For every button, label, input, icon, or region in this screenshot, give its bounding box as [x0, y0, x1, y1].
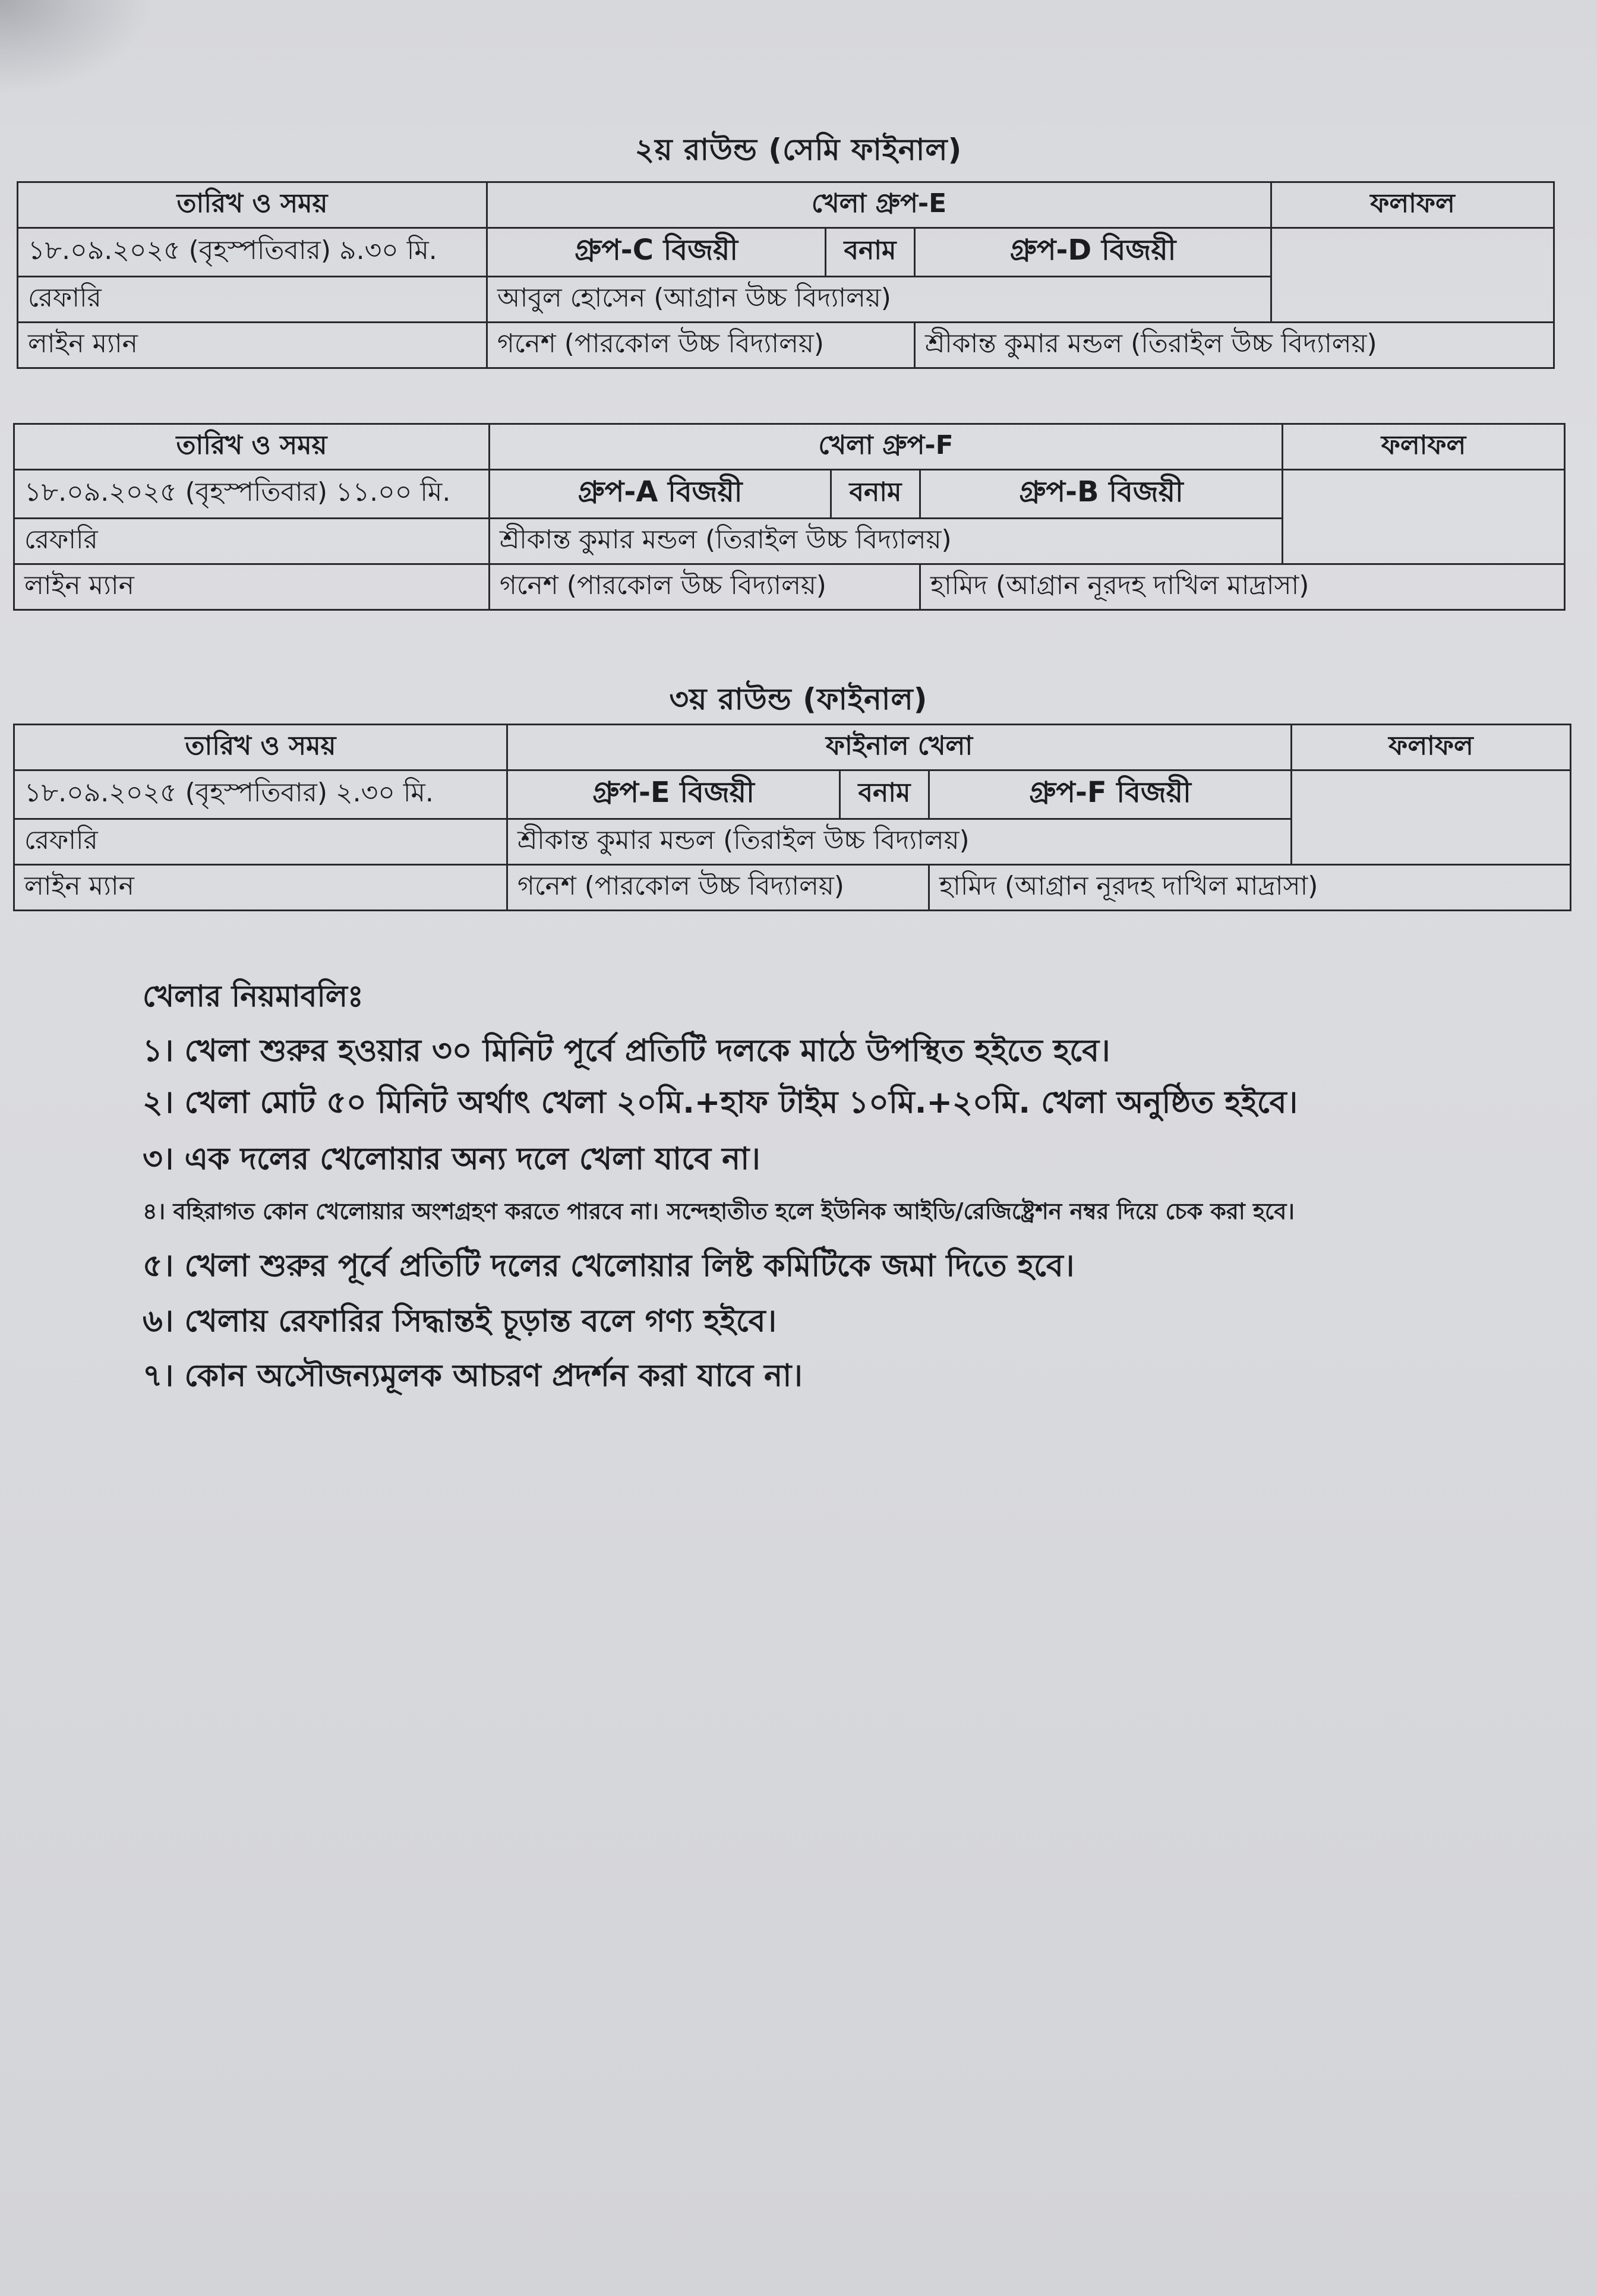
result-header: ফলাফল	[1292, 725, 1571, 770]
rule-item: ৬। খেলায় রেফারির সিদ্ধান্তই চূড়ান্ত বলে গণ্য হইবে।	[143, 1303, 777, 1339]
lineman-2: হামিদ (আগ্রান নূরদহ দাখিল মাদ্রাসা)	[929, 865, 1571, 911]
referee-name: শ্রীকান্ত কুমার মন্ডল (তিরাইল উচ্চ বিদ্যালয়)	[490, 519, 1283, 564]
lineman-label: লাইন ম্যান	[14, 865, 507, 911]
rule-item: ১। খেলা শুরুর হওয়ার ৩০ মিনিট পূর্বে প্রতিটি দলকে মাঠে উপস্থিত হইতে হবে।	[143, 1033, 1110, 1069]
referee-name: আবুল হোসেন (আগ্রান উচ্চ বিদ্যালয়)	[487, 277, 1271, 323]
lineman-row	[14, 564, 1565, 610]
rule-item: ৩। এক দলের খেলোয়ার অন্য দলে খেলা যাবে না।	[143, 1141, 760, 1177]
lineman-row	[14, 865, 1571, 911]
versus-label: বনাম	[840, 770, 929, 819]
semifinal-match-2-table	[13, 423, 1566, 611]
referee-label: রেফারি	[14, 519, 490, 564]
result-header: ফলাফল	[1271, 182, 1554, 228]
team-2: গ্রুপ-D বিজয়ী	[915, 228, 1271, 277]
match-row	[18, 228, 1554, 277]
result-cell	[1283, 470, 1565, 564]
rule-item: ৫। খেলা শুরুর পূর্বে প্রতিটি দলের খেলোয়ার লিষ্ট কমিটিকে জমা দিতে হবে।	[143, 1248, 1075, 1284]
lineman-2: হামিদ (আগ্রান নূরদহ দাখিল মাদ্রাসা)	[920, 564, 1565, 610]
rule-item: ২। খেলা মোট ৫০ মিনিট অর্থাৎ খেলা ২০মি.+হাফ টাইম ১০মি.+২০মি. খেলা অনুষ্ঠিত হইবে।	[143, 1085, 1298, 1120]
team-2: গ্রুপ-B বিজয়ী	[920, 470, 1283, 519]
match-date-time: ১৮.০৯.২০২৫ (বৃহস্পতিবার) ৯.৩০ মি.	[18, 228, 487, 277]
semifinal-match-1-table	[17, 181, 1555, 369]
team-1: গ্রুপ-E বিজয়ী	[507, 770, 840, 819]
date-time-header: তারিখ ও সময়	[14, 424, 490, 470]
table-header-row	[14, 725, 1571, 770]
table-header-row	[18, 182, 1554, 228]
versus-label: বনাম	[826, 228, 915, 277]
table-header-row	[14, 424, 1565, 470]
team-1: গ্রুপ-C বিজয়ী	[487, 228, 826, 277]
match-row	[14, 770, 1571, 819]
game-header: খেলা গ্রুপ-E	[487, 182, 1271, 228]
lineman-label: লাইন ম্যান	[18, 323, 487, 368]
lineman-label: লাইন ম্যান	[14, 564, 490, 610]
referee-label: রেফারি	[18, 277, 487, 323]
result-cell	[1271, 228, 1554, 323]
game-header: খেলা গ্রুপ-F	[490, 424, 1283, 470]
rule-item: ৪। বহিরাগত কোন খেলোয়ার অংশগ্রহণ করতে পারবে না। সন্দেহাতীত হলে ইউনিক আইডি/রেজিষ্ট্রেশন নম্বর দিয়ে চেক করা হবে।	[143, 1198, 1295, 1224]
lineman-1: গনেশ (পারকোল উচ্চ বিদ্যালয়)	[490, 564, 920, 610]
round3-title: ৩য় রাউন্ড (ফাইনাল)	[669, 682, 928, 716]
referee-label: রেফারি	[14, 819, 507, 865]
referee-name: শ্রীকান্ত কুমার মন্ডল (তিরাইল উচ্চ বিদ্যালয়)	[507, 819, 1292, 865]
match-date-time: ১৮.০৯.২০২৫ (বৃহস্পতিবার) ১১.০০ মি.	[14, 470, 490, 519]
team-1: গ্রুপ-A বিজয়ী	[490, 470, 831, 519]
match-date-time: ১৮.০৯.২০২৫ (বৃহস্পতিবার) ২.৩০ মি.	[14, 770, 507, 819]
lineman-1: গনেশ (পারকোল উচ্চ বিদ্যালয়)	[507, 865, 929, 911]
round2-title: ২য় রাউন্ড (সেমি ফাইনাল)	[635, 132, 962, 167]
rule-item: ৭। কোন অসৌজন্যমূলক আচরণ প্রদর্শন করা যাবে না।	[143, 1358, 803, 1394]
result-cell	[1292, 770, 1571, 865]
lineman-row	[18, 323, 1554, 368]
lineman-1: গনেশ (পারকোল উচ্চ বিদ্যালয়)	[487, 323, 915, 368]
game-header: ফাইনাল খেলা	[507, 725, 1292, 770]
date-time-header: তারিখ ও সময়	[14, 725, 507, 770]
page-corner-shadow	[0, 0, 154, 95]
rules-heading: খেলার নিয়মাবলিঃ	[143, 979, 364, 1013]
lineman-2: শ্রীকান্ত কুমার মন্ডল (তিরাইল উচ্চ বিদ্যালয়)	[915, 323, 1554, 368]
result-header: ফলাফল	[1283, 424, 1565, 470]
final-match-table	[13, 724, 1571, 911]
date-time-header: তারিখ ও সময়	[18, 182, 487, 228]
versus-label: বনাম	[831, 470, 920, 519]
match-row	[14, 470, 1565, 519]
team-2: গ্রুপ-F বিজয়ী	[929, 770, 1292, 819]
